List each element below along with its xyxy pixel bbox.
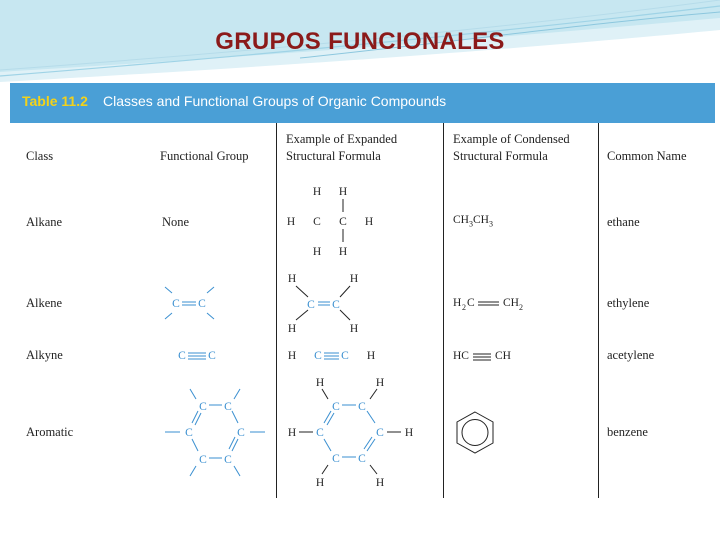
svg-text:C: C	[332, 401, 340, 413]
svg-text:C: C	[339, 216, 347, 228]
svg-text:H: H	[375, 377, 385, 389]
svg-text:H: H	[315, 377, 325, 389]
ethane-expanded-structure	[280, 178, 440, 258]
svg-text:2: 2	[519, 303, 523, 312]
svg-text:C: C	[224, 454, 232, 466]
svg-text:CH: CH	[503, 297, 519, 309]
row-alkane-common-name: ethane	[607, 215, 640, 229]
functional-groups-table	[10, 83, 715, 498]
column-divider	[598, 123, 599, 498]
header-condensed-line1: Example of Condensed	[453, 132, 570, 146]
svg-text:H: H	[349, 273, 359, 285]
svg-text:H: H	[312, 186, 322, 198]
svg-text:2: 2	[462, 303, 466, 312]
header-common-name: Common Name	[607, 149, 687, 163]
svg-text:C: C	[178, 350, 186, 362]
header-expanded-line2: Structural Formula	[286, 149, 381, 163]
row-alkane-class: Alkane	[26, 215, 63, 229]
row-alkene-class: Alkene	[26, 296, 63, 310]
svg-text:H: H	[338, 246, 348, 258]
ethylene-condensed-formula	[453, 292, 543, 314]
column-divider	[443, 123, 444, 498]
svg-text:H: H	[287, 273, 297, 285]
row-aromatic-common-name: benzene	[607, 425, 648, 439]
row-alkane-functional-group: None	[162, 215, 190, 229]
svg-text:H: H	[364, 216, 374, 228]
svg-text:C: C	[313, 216, 321, 228]
svg-text:H: H	[287, 323, 297, 335]
svg-text:H: H	[287, 427, 297, 439]
header-class: Class	[26, 149, 54, 163]
svg-text:C: C	[172, 298, 180, 310]
row-alkyne-common-name: acetylene	[607, 348, 655, 362]
svg-text:H: H	[338, 186, 348, 198]
svg-text:HC: HC	[453, 350, 469, 362]
table-caption: Classes and Functional Groups of Organic Compounds	[103, 93, 447, 109]
svg-text:H: H	[286, 216, 296, 228]
svg-text:C: C	[314, 350, 322, 362]
svg-text:C: C	[332, 453, 340, 465]
benzene-ring-icon	[453, 410, 498, 455]
row-alkyne-class: Alkyne	[26, 348, 63, 362]
svg-text:C: C	[376, 427, 384, 439]
svg-text:C: C	[185, 427, 193, 439]
header-expanded-line1: Example of Expanded	[286, 132, 398, 146]
svg-text:H: H	[315, 477, 325, 489]
svg-text:H: H	[349, 323, 359, 335]
svg-text:H: H	[453, 297, 462, 309]
row-alkene-common-name: ethylene	[607, 296, 650, 310]
svg-text:CH: CH	[495, 350, 511, 362]
row-aromatic-class: Aromatic	[26, 425, 74, 439]
svg-text:C: C	[358, 401, 366, 413]
ethane-condensed-formula: $CH_3CH_3$	[453, 214, 493, 229]
svg-text:C: C	[237, 427, 245, 439]
acetylene-expanded-structure	[282, 345, 392, 365]
aromatic-functional-group	[160, 383, 270, 493]
svg-text:C: C	[307, 299, 315, 311]
svg-text:C: C	[316, 427, 324, 439]
benzene-expanded-structure	[282, 375, 442, 498]
alkene-functional-group	[160, 283, 220, 323]
svg-text:C: C	[199, 401, 207, 413]
svg-text:C: C	[208, 350, 216, 362]
acetylene-condensed-formula	[453, 345, 533, 365]
svg-text:H: H	[375, 477, 385, 489]
svg-text:H: H	[312, 246, 322, 258]
svg-text:H: H	[366, 350, 376, 362]
svg-text:C: C	[224, 401, 232, 413]
svg-text:C: C	[358, 453, 366, 465]
table-number: Table 11.2	[22, 93, 88, 109]
svg-text:C: C	[332, 299, 340, 311]
svg-text:C: C	[467, 297, 475, 309]
svg-text:H: H	[287, 350, 297, 362]
svg-text:C: C	[198, 298, 206, 310]
ethylene-expanded-structure	[282, 270, 382, 340]
svg-text:H: H	[404, 427, 414, 439]
svg-text:C: C	[199, 454, 207, 466]
slide-title: GRUPOS FUNCIONALES	[215, 28, 505, 55]
header-functional-group: Functional Group	[160, 149, 249, 163]
column-divider	[276, 123, 277, 498]
header-condensed-line2: Structural Formula	[453, 149, 548, 163]
alkyne-functional-group	[176, 345, 226, 365]
svg-text:C: C	[341, 350, 349, 362]
